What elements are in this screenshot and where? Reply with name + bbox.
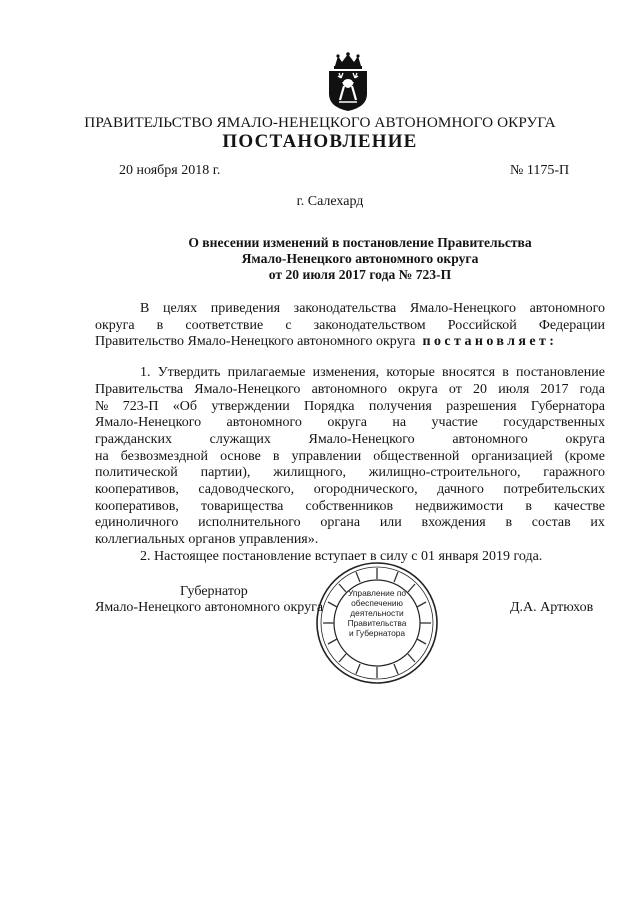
item1-line bbox=[95, 499, 605, 516]
word: законодательством bbox=[313, 317, 426, 333]
word: изменения, bbox=[312, 365, 380, 381]
word: товарищества bbox=[201, 498, 284, 514]
signer-name: Д.А. Артюхов bbox=[510, 600, 594, 615]
preamble-line: Правительство Ямало-Ненецкого автономного округа bbox=[95, 334, 416, 350]
word: соответствие bbox=[185, 317, 264, 333]
word: или bbox=[379, 515, 402, 531]
word: государственных bbox=[503, 415, 605, 431]
word: округа bbox=[565, 431, 605, 447]
word: которые bbox=[386, 365, 435, 381]
word: от bbox=[448, 381, 462, 397]
word: Ямало-Ненецкого bbox=[95, 415, 202, 431]
subject-line: от 20 июля 2017 года № 723-П bbox=[268, 267, 452, 282]
stamp-line: Управление по bbox=[347, 588, 407, 598]
item1-line bbox=[95, 515, 605, 532]
word: Ямало-Ненецкого bbox=[409, 301, 516, 316]
word: дачного bbox=[437, 482, 484, 498]
word: получения bbox=[368, 398, 432, 414]
word: Российской bbox=[447, 317, 517, 333]
word: служащих bbox=[209, 431, 271, 447]
word: округа bbox=[327, 415, 367, 431]
word: года bbox=[579, 381, 605, 397]
stamp-line: и Губернатора bbox=[348, 628, 406, 638]
word: органа bbox=[320, 515, 361, 531]
word: кооперативов, bbox=[95, 498, 179, 514]
word: 2017 bbox=[540, 381, 569, 397]
word: законодательства bbox=[293, 301, 397, 316]
coat-of-arms-emblem bbox=[326, 52, 370, 112]
subject-line: Ямало-Ненецкого автономного округа bbox=[241, 251, 479, 266]
word: на bbox=[95, 448, 109, 464]
word: Федерации bbox=[538, 317, 605, 333]
word: приведения bbox=[210, 301, 281, 316]
word: гражданских bbox=[95, 431, 172, 447]
word: постановление bbox=[516, 365, 605, 381]
item1-line bbox=[95, 432, 605, 449]
word: автономного bbox=[226, 415, 302, 431]
item1-line bbox=[95, 415, 605, 432]
word: с bbox=[285, 317, 292, 333]
word: жилищного, bbox=[273, 465, 346, 481]
decree-word: постановляет: bbox=[422, 334, 558, 350]
word: основе bbox=[220, 448, 261, 464]
word: автономного bbox=[452, 431, 528, 447]
word: состав bbox=[531, 515, 571, 531]
word: (кроме bbox=[564, 448, 605, 464]
word: единоличного bbox=[95, 515, 179, 531]
word: в bbox=[156, 317, 164, 333]
word: В bbox=[140, 301, 150, 316]
word: 20 bbox=[473, 381, 488, 397]
document-subject bbox=[120, 235, 600, 283]
word: в bbox=[272, 448, 280, 464]
word: в bbox=[505, 515, 513, 531]
word: Утвердить bbox=[157, 365, 221, 381]
word: Порядка bbox=[304, 398, 355, 414]
subject-line: О внесении изменений в постановление Правительства bbox=[188, 235, 532, 250]
item1-line bbox=[95, 465, 605, 482]
document-number: № 1175-П bbox=[510, 163, 570, 178]
word: в bbox=[525, 498, 532, 514]
word: автономного bbox=[529, 301, 605, 316]
word: № bbox=[95, 398, 109, 414]
item1-line bbox=[95, 449, 605, 466]
word: потребительских bbox=[503, 482, 605, 498]
word: 1. bbox=[140, 365, 151, 381]
word: вносятся bbox=[442, 365, 496, 381]
word: Правительства bbox=[95, 381, 184, 397]
word: автономного bbox=[311, 381, 387, 397]
word: жилищно-строительного, bbox=[368, 465, 521, 481]
word: безвозмездной bbox=[120, 448, 209, 464]
word: политической bbox=[95, 465, 178, 481]
word: разрешения bbox=[446, 398, 517, 414]
word: целях bbox=[162, 301, 198, 316]
signer-title: Губернатор bbox=[180, 584, 248, 599]
word: «Об bbox=[172, 398, 198, 414]
item1-last-line: коллегиальных органов управления». bbox=[95, 532, 319, 548]
document-type: ПОСТАНОВЛЕНИЕ bbox=[222, 131, 418, 152]
word: утверждении bbox=[211, 398, 290, 414]
word: Ямало-Ненецкого bbox=[308, 431, 415, 447]
word: огороднического, bbox=[313, 482, 418, 498]
word: в bbox=[502, 365, 509, 381]
word: округа bbox=[398, 381, 438, 397]
word: прилагаемые bbox=[227, 365, 306, 381]
word: округа bbox=[95, 317, 135, 333]
document-body bbox=[95, 301, 605, 566]
word: исполнительного bbox=[198, 515, 301, 531]
government-name: ПРАВИТЕЛЬСТВО ЯМАЛО-НЕНЕЦКОГО АВТОНОМНОГО ОКРУГА bbox=[84, 114, 556, 131]
document-city: г. Салехард bbox=[296, 194, 364, 209]
word: Ямало-Ненецкого bbox=[194, 381, 301, 397]
signer-organization: Ямало-Ненецкого автономного округа bbox=[95, 600, 324, 615]
stamp-text bbox=[336, 588, 418, 638]
preamble-line bbox=[95, 318, 605, 335]
item2-line: 2. Настоящее постановление вступает в силу с 01 января 2019 года. bbox=[140, 548, 543, 564]
stamp-line: обеспечению bbox=[351, 598, 403, 608]
item1-line bbox=[95, 482, 605, 499]
preamble-line bbox=[95, 301, 605, 318]
word: общественной bbox=[373, 448, 460, 464]
word: садоводческого, bbox=[198, 482, 295, 498]
word: собственников bbox=[305, 498, 394, 514]
word: июля bbox=[498, 381, 530, 397]
word: их bbox=[590, 515, 605, 531]
word: недвижимости bbox=[415, 498, 504, 514]
item1-line bbox=[95, 382, 605, 399]
document-date: 20 ноября 2018 г. bbox=[119, 163, 221, 178]
word: кооперативов, bbox=[95, 482, 179, 498]
word: гаражного bbox=[543, 465, 605, 481]
word: на bbox=[392, 415, 407, 431]
word: управлении bbox=[291, 448, 362, 464]
item1-line bbox=[95, 399, 605, 416]
word: вхождения bbox=[421, 515, 486, 531]
word: участие bbox=[431, 415, 478, 431]
stamp-line: деятельности bbox=[350, 608, 404, 618]
word: 723-П bbox=[122, 398, 159, 414]
stamp-line: Правительства bbox=[347, 618, 407, 628]
word: качестве bbox=[554, 498, 605, 514]
preamble-last-line bbox=[95, 334, 605, 351]
word: Губернатора bbox=[530, 398, 605, 414]
word: партии), bbox=[200, 465, 251, 481]
word: организацией bbox=[471, 448, 553, 464]
item1-line bbox=[95, 365, 605, 382]
